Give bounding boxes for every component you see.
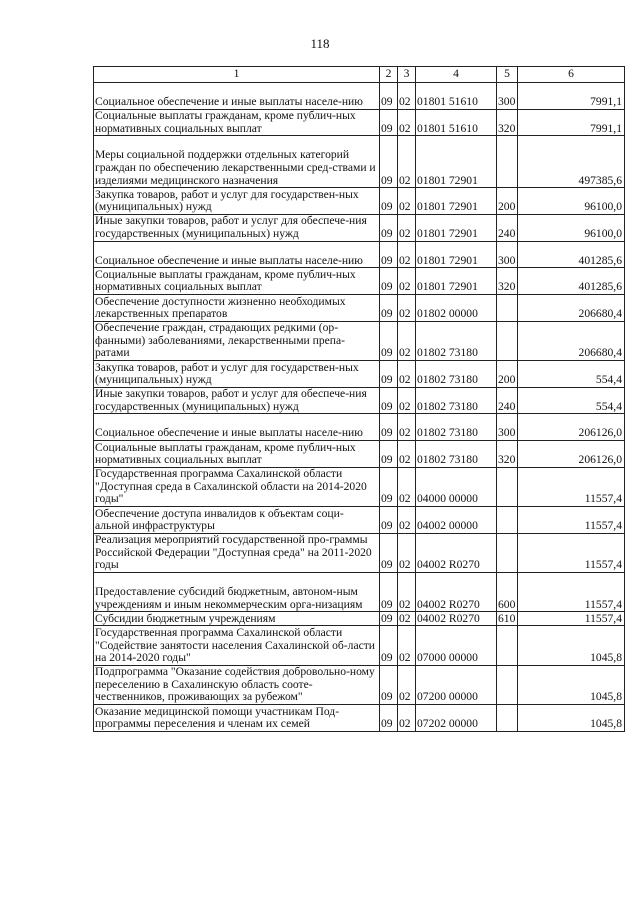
amount: 1045,8 <box>518 705 625 732</box>
amount: 206680,4 <box>518 295 625 322</box>
table-row <box>94 507 625 534</box>
row-name: Обеспечение доступности жизненно необходимых лекарственных препаратов <box>94 295 380 322</box>
expense-type-code <box>497 136 518 188</box>
row-name: Субсидии бюджетным учреждениям <box>94 612 380 626</box>
row-name: Меры социальной поддержки отдельных категорий граждан по обеспечению лекарственными сред-ствами и изделиями медицинского назначения <box>94 136 380 188</box>
target-article-code: 04002 00000 <box>416 507 497 534</box>
section-code: 09 <box>380 295 398 322</box>
section-code: 09 <box>380 573 398 612</box>
subsection-code: 02 <box>398 626 416 665</box>
amount: 554,4 <box>518 387 625 414</box>
row-name: Социальное обеспечение и иные выплаты населе-нию <box>94 414 380 441</box>
target-article-code: 01802 73180 <box>416 414 497 441</box>
section-code: 09 <box>380 268 398 295</box>
target-article-code: 04002 R0270 <box>416 612 497 626</box>
expense-type-code: 300 <box>497 241 518 268</box>
expense-type-code <box>497 321 518 360</box>
expense-type-code <box>497 626 518 665</box>
budget-table <box>93 66 625 732</box>
expense-type-code: 320 <box>497 441 518 468</box>
target-article-code: 01801 51610 <box>416 83 497 110</box>
expense-type-code <box>497 533 518 572</box>
row-name: Социальное обеспечение и иные выплаты населе-нию <box>94 83 380 110</box>
expense-type-code: 300 <box>497 83 518 110</box>
table-row <box>94 414 625 441</box>
amount: 554,4 <box>518 361 625 388</box>
row-name: Социальные выплаты гражданам, кроме публич-ных нормативных социальных выплат <box>94 109 380 136</box>
column-header: 4 <box>416 67 497 83</box>
amount: 206680,4 <box>518 321 625 360</box>
row-name: Государственная программа Сахалинской области "Доступная среда в Сахалинской области на 2014-2020 годы" <box>94 467 380 506</box>
row-name: Подпрограмма "Оказание содействия добровольно-ному переселению в Сахалинскую область соотe-чественников, проживающих за рубежом" <box>94 665 380 704</box>
table-row <box>94 136 625 188</box>
amount: 11557,4 <box>518 507 625 534</box>
table-row <box>94 361 625 388</box>
table-row <box>94 83 625 110</box>
section-code: 09 <box>380 136 398 188</box>
section-code: 09 <box>380 414 398 441</box>
subsection-code: 02 <box>398 136 416 188</box>
table-row <box>94 626 625 665</box>
row-name: Социальные выплаты гражданам, кроме публич-ных нормативных социальных выплат <box>94 441 380 468</box>
expense-type-code: 240 <box>497 214 518 241</box>
section-code: 09 <box>380 321 398 360</box>
table-row <box>94 665 625 704</box>
expense-type-code <box>497 705 518 732</box>
target-article-code: 01802 00000 <box>416 295 497 322</box>
amount: 401285,6 <box>518 268 625 295</box>
target-article-code: 01802 73180 <box>416 441 497 468</box>
expense-type-code: 320 <box>497 109 518 136</box>
section-code: 09 <box>380 612 398 626</box>
expense-type-code <box>497 467 518 506</box>
column-header: 2 <box>380 67 398 83</box>
target-article-code: 01802 73180 <box>416 361 497 388</box>
column-header: 1 <box>94 67 380 83</box>
row-name: Закупка товаров, работ и услуг для государствен-ных (муниципальных) нужд <box>94 188 380 215</box>
expense-type-code: 610 <box>497 612 518 626</box>
section-code: 09 <box>380 441 398 468</box>
subsection-code: 02 <box>398 665 416 704</box>
target-article-code: 01801 72901 <box>416 241 497 268</box>
target-article-code: 01802 73180 <box>416 321 497 360</box>
expense-type-code: 320 <box>497 268 518 295</box>
subsection-code: 02 <box>398 109 416 136</box>
subsection-code: 02 <box>398 414 416 441</box>
subsection-code: 02 <box>398 83 416 110</box>
subsection-code: 02 <box>398 214 416 241</box>
subsection-code: 02 <box>398 441 416 468</box>
table-row <box>94 214 625 241</box>
amount: 206126,0 <box>518 441 625 468</box>
section-code: 09 <box>380 83 398 110</box>
amount: 11557,4 <box>518 533 625 572</box>
target-article-code: 01801 72901 <box>416 136 497 188</box>
expense-type-code <box>497 295 518 322</box>
row-name: Обеспечение граждан, страдающих редкими (ор-фанными) заболеваниями, лекарственными препа-ратами <box>94 321 380 360</box>
table-header-row <box>94 67 625 83</box>
section-code: 09 <box>380 533 398 572</box>
table-row <box>94 467 625 506</box>
column-header: 3 <box>398 67 416 83</box>
row-name: Социальное обеспечение и иные выплаты населе-нию <box>94 241 380 268</box>
amount: 11557,4 <box>518 573 625 612</box>
section-code: 09 <box>380 188 398 215</box>
table-row <box>94 387 625 414</box>
row-name: Обеспечение доступа инвалидов к объектам соци-альной инфраструктуры <box>94 507 380 534</box>
subsection-code: 02 <box>398 361 416 388</box>
amount: 7991,1 <box>518 109 625 136</box>
subsection-code: 02 <box>398 268 416 295</box>
row-name: Предоставление субсидий бюджетным, автоном-ным учреждениям и иным некоммерческим орга-низациям <box>94 573 380 612</box>
section-code: 09 <box>380 665 398 704</box>
target-article-code: 01801 72901 <box>416 214 497 241</box>
table-row <box>94 573 625 612</box>
row-name: Реализация мероприятий государственной про-граммы Российской Федерации "Доступная среда" на 2011-2020 годы <box>94 533 380 572</box>
target-article-code: 01801 72901 <box>416 188 497 215</box>
page-number: 118 <box>310 36 330 51</box>
subsection-code: 02 <box>398 507 416 534</box>
row-name: Государственная программа Сахалинской области "Содействие занятости населения Сахалинской об-ласти на 2014-2020 годы" <box>94 626 380 665</box>
table-row <box>94 188 625 215</box>
table-row <box>94 295 625 322</box>
expense-type-code <box>497 665 518 704</box>
expense-type-code <box>497 507 518 534</box>
subsection-code: 02 <box>398 241 416 268</box>
column-header: 6 <box>518 67 625 83</box>
section-code: 09 <box>380 705 398 732</box>
section-code: 09 <box>380 241 398 268</box>
target-article-code: 04000 00000 <box>416 467 497 506</box>
subsection-code: 02 <box>398 321 416 360</box>
table-row <box>94 533 625 572</box>
row-name: Иные закупки товаров, работ и услуг для обеспече-ния государственных (муниципальных) нужд <box>94 387 380 414</box>
table-row <box>94 241 625 268</box>
section-code: 09 <box>380 214 398 241</box>
target-article-code: 07200 00000 <box>416 665 497 704</box>
section-code: 09 <box>380 387 398 414</box>
amount: 96100,0 <box>518 214 625 241</box>
subsection-code: 02 <box>398 188 416 215</box>
amount: 1045,8 <box>518 626 625 665</box>
row-name: Оказание медицинской помощи участникам Под-программы переселения и членам их семей <box>94 705 380 732</box>
target-article-code: 01801 72901 <box>416 268 497 295</box>
target-article-code: 07202 00000 <box>416 705 497 732</box>
row-name: Социальные выплаты гражданам, кроме публич-ных нормативных социальных выплат <box>94 268 380 295</box>
target-article-code: 04002 R0270 <box>416 533 497 572</box>
row-name: Закупка товаров, работ и услуг для государствен-ных (муниципальных) нужд <box>94 361 380 388</box>
expense-type-code: 600 <box>497 573 518 612</box>
table-body <box>94 83 625 732</box>
table-row <box>94 321 625 360</box>
column-header: 5 <box>497 67 518 83</box>
amount: 401285,6 <box>518 241 625 268</box>
table-row <box>94 109 625 136</box>
target-article-code: 01802 73180 <box>416 387 497 414</box>
table-row <box>94 612 625 626</box>
expense-type-code: 240 <box>497 387 518 414</box>
subsection-code: 02 <box>398 295 416 322</box>
target-article-code: 01801 51610 <box>416 109 497 136</box>
amount: 96100,0 <box>518 188 625 215</box>
amount: 11557,4 <box>518 612 625 626</box>
subsection-code: 02 <box>398 612 416 626</box>
target-article-code: 04002 R0270 <box>416 573 497 612</box>
subsection-code: 02 <box>398 533 416 572</box>
subsection-code: 02 <box>398 573 416 612</box>
subsection-code: 02 <box>398 467 416 506</box>
expense-type-code: 200 <box>497 361 518 388</box>
amount: 7991,1 <box>518 83 625 110</box>
row-name: Иные закупки товаров, работ и услуг для обеспече-ния государственных (муниципальных) нужд <box>94 214 380 241</box>
table-row <box>94 705 625 732</box>
amount: 1045,8 <box>518 665 625 704</box>
amount: 206126,0 <box>518 414 625 441</box>
section-code: 09 <box>380 361 398 388</box>
subsection-code: 02 <box>398 387 416 414</box>
target-article-code: 07000 00000 <box>416 626 497 665</box>
expense-type-code: 200 <box>497 188 518 215</box>
section-code: 09 <box>380 109 398 136</box>
section-code: 09 <box>380 507 398 534</box>
table-row <box>94 268 625 295</box>
subsection-code: 02 <box>398 705 416 732</box>
amount: 11557,4 <box>518 467 625 506</box>
section-code: 09 <box>380 626 398 665</box>
table-row <box>94 441 625 468</box>
amount: 497385,6 <box>518 136 625 188</box>
expense-type-code: 300 <box>497 414 518 441</box>
section-code: 09 <box>380 467 398 506</box>
